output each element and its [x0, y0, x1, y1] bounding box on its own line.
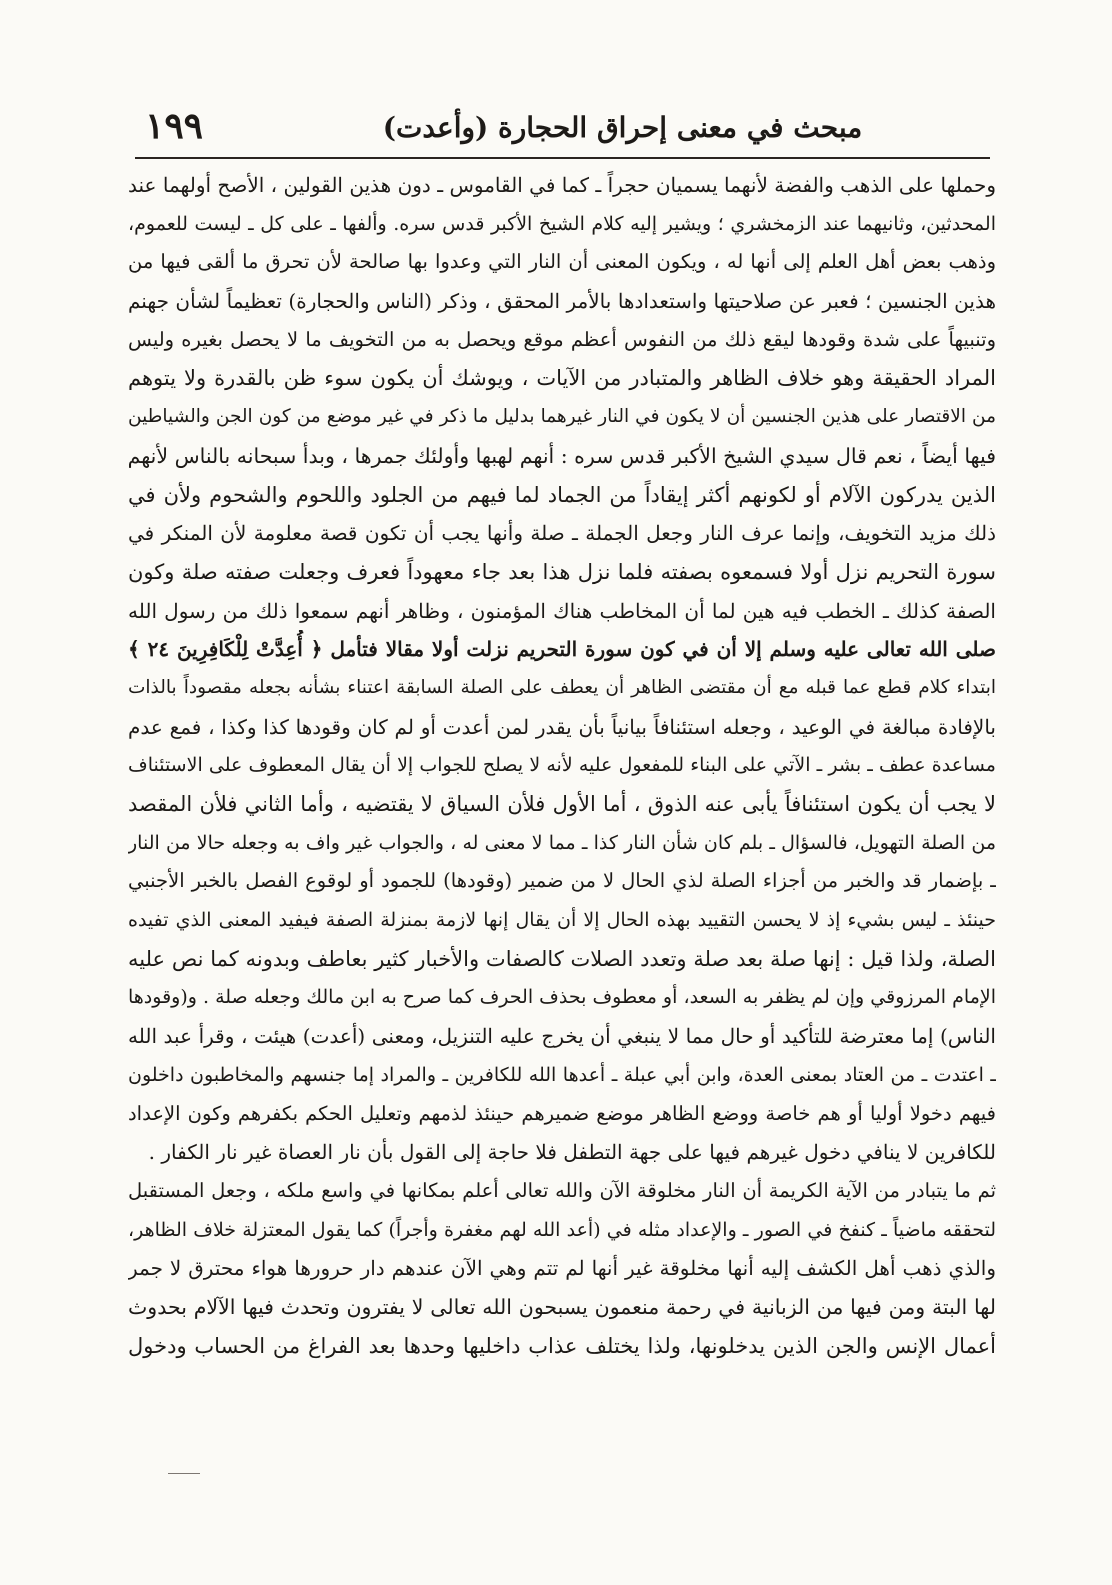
text-line: أعمال الإنس والجن الذين يدخلونها، ولذا يختلف عذاب داخليها وحدها بعد الفراغ من الحساب ودخول	[128, 1333, 996, 1358]
text-line: بالإفادة مبالغة في الوعيد ، وجعله استئنافاً بيانياً بأن يقدر لمن أعدت أو لم كان وقودها كذا وكذا ، فمع عدم	[128, 714, 996, 739]
page-header	[135, 103, 990, 159]
text-line: ـ بإضمار قد والخبر من أجزاء الصلة لذي الحال لا من ضمير (وقودها) للجمود أو لوقوع الفصل بالخبر الأجنبي	[128, 869, 996, 893]
text-line: لتحققه ماضياً ـ كنفخ في الصور ـ والإعداد مثله في (أعد الله لهم مغفرة وأجراً) كما يقول المعتزلة خلاف الظاهر،	[128, 1218, 996, 1241]
text-line: وحملها على الذهب والفضة لأنهما يسميان حجراً ـ كما في القاموس ـ دون هذين القولين ، الأصح أولهما عند	[128, 173, 996, 197]
text-line-verse: صلى الله تعالى عليه وسلم إلا أن في كون سورة التحريم نزلت أولا مقالا فتأمل ﴿ أُعِدَّتْ لِلْكَافِرِينَ ٢٤ ﴾	[128, 637, 996, 662]
text-line: ابتداء كلام قطع عما قبله مع أن مقتضى الظاهر أن يعطف على الصلة السابقة اعتناء بشأنه بجعله مقصوداً بالذات	[128, 676, 996, 698]
footer-rule	[168, 1473, 200, 1474]
text-line: الإمام المرزوقي وإن لم يظفر به السعد، أو معطوف بحذف الحرف كما صرح به ابن مالك وجعله صلة . و(وقودها	[128, 986, 996, 1009]
text-line: وتنبيهاً على شدة وقودها ليقع ذلك من النفوس أعظم موقع ويحصل به من التخويف ما لا يحصل بغيره وليس	[128, 327, 996, 351]
text-line: الصفة كذلك ـ الخطب فيه هين لما أن المخاطب هناك المؤمنون ، وظاهر أنهم سمعوا ذلك من رسول الله	[128, 598, 996, 623]
text-line: المراد الحقيقة وهو خلاف الظاهر والمتبادر من الآيات ، ويوشك أن يكون سوء ظن بالقدرة ولا يتوهم	[128, 366, 996, 391]
text-line: للكافرين لا ينافي دخول غيرهم فيها على جهة التطفل فلا حاجة إلى القول بأن نار العصاة غير نار الكفار .	[148, 1140, 996, 1165]
page-number: ١٩٩	[145, 105, 204, 147]
text-line: وذهب بعض أهل العلم إلى أنها له ، ويكون المعنى أن النار التي وعدوا بها صالحة لأن تحرق ما ألقى فيها من	[128, 250, 996, 274]
text-line: الصلة، ولذا قيل : إنها صلة بعد صلة وتعدد الصلات كالصفات والأخبار كثير بعاطف وبدونه كما نص عليه	[128, 946, 996, 971]
text-line: ثم ما يتبادر من الآية الكريمة أن النار مخلوقة الآن والله تعالى أعلم بمكانها في واسع ملكه ، وجعل المستقبل	[128, 1178, 996, 1202]
text-line: والذي ذهب أهل الكشف إليه أنها مخلوقة غير أنها لم تتم وهي الآن عندهم دار حرورها هواء محترق لا جمر	[128, 1256, 996, 1281]
text-line: لها البتة ومن فيها من الزبانية في رحمة منعمون يسبحون الله تعالى لا يفترون وتحدث فيها الآلام بحدوث	[128, 1294, 996, 1319]
text-line: ـ اعتدت ـ من العتاد بمعنى العدة، وابن أبي عبلة ـ أعدها الله للكافرين ـ والمراد إما جنسهم والمخاطبون داخلون	[128, 1063, 996, 1086]
text-line: الذين يدركون الآلام أو لكونهم أكثر إيقاداً من الجماد لما فيهم من الجلود واللحوم والشحوم ولأن في	[128, 482, 996, 507]
text-line: ذلك مزيد التخويف، وإنما عرف النار وجعل الجملة ـ صلة وأنها يجب أن تكون قصة معلومة لأن المنكر في	[128, 521, 996, 546]
text-line: سورة التحريم نزل أولا فسمعوه بصفته فلما نزل هذا بعد جاء معهوداً فعرف وجعلت صفته صلة وكون	[128, 559, 996, 584]
running-title: مبحث في معنى إحراق الحجارة (وأعدت)	[382, 111, 863, 144]
text-line: لا يجب أن يكون استئنافاً يأبى عنه الذوق ، أما الأول فلأن السياق لا يقتضيه ، وأما الثاني فلأن المقصد	[128, 792, 996, 816]
text-line: فيها أيضاً ، نعم قال سيدي الشيخ الأكبر قدس سره : أنهم لهبها وأولئك جمرها ، وبدأ سبحانه بالناس لأنهم	[128, 443, 996, 468]
text-line: من الاقتصار على هذين الجنسين أن لا يكون في النار غيرهما بدليل ما ذكر في غير موضع من كون الجن والشياطين	[128, 406, 996, 428]
text-line: فيهم دخولا أوليا أو هم خاصة ووضع الظاهر موضع ضميرهم حينئذ لذمهم وتعليل الحكم بكفرهم وكون الإعداد	[128, 1101, 996, 1125]
text-line: الناس) إما معترضة للتأكيد أو حال مما لا ينبغي أن يخرج عليه التنزيل، ومعنى (أعدت) هيئت ، وقرأ عبد الله	[128, 1024, 996, 1049]
body-text	[128, 166, 996, 1486]
text-line: حينئذ ـ ليس بشيء إذ لا يحسن التقييد بهذه الحال إلا أن يقال إنها لازمة بمنزلة الصفة فيفيد المعنى الذي تفيده	[128, 909, 996, 932]
text-line: من الصلة التهويل، فالسؤال ـ بلم كان شأن النار كذا ـ مما لا معنى له ، والجواب غير واف به وجعله حالا من النار	[128, 831, 996, 854]
text-line: مساعدة عطف ـ بشر ـ الآتي على البناء للمفعول عليه لأنه لا يصلح للجواب إلا أن يقال المعطوف على الاستئناف	[128, 754, 996, 777]
text-line: هذين الجنسين ؛ فعبر عن صلاحيتها واستعدادها بالأمر المحقق ، وذكر (الناس والحجارة) تعظيماً لشأن جهنم	[128, 289, 996, 314]
text-line: المحدثين، وثانيهما عند الزمخشري ؛ ويشير إليه كلام الشيخ الأكبر قدس سره. وألفها ـ على كل ـ ليست للعموم،	[128, 212, 996, 235]
